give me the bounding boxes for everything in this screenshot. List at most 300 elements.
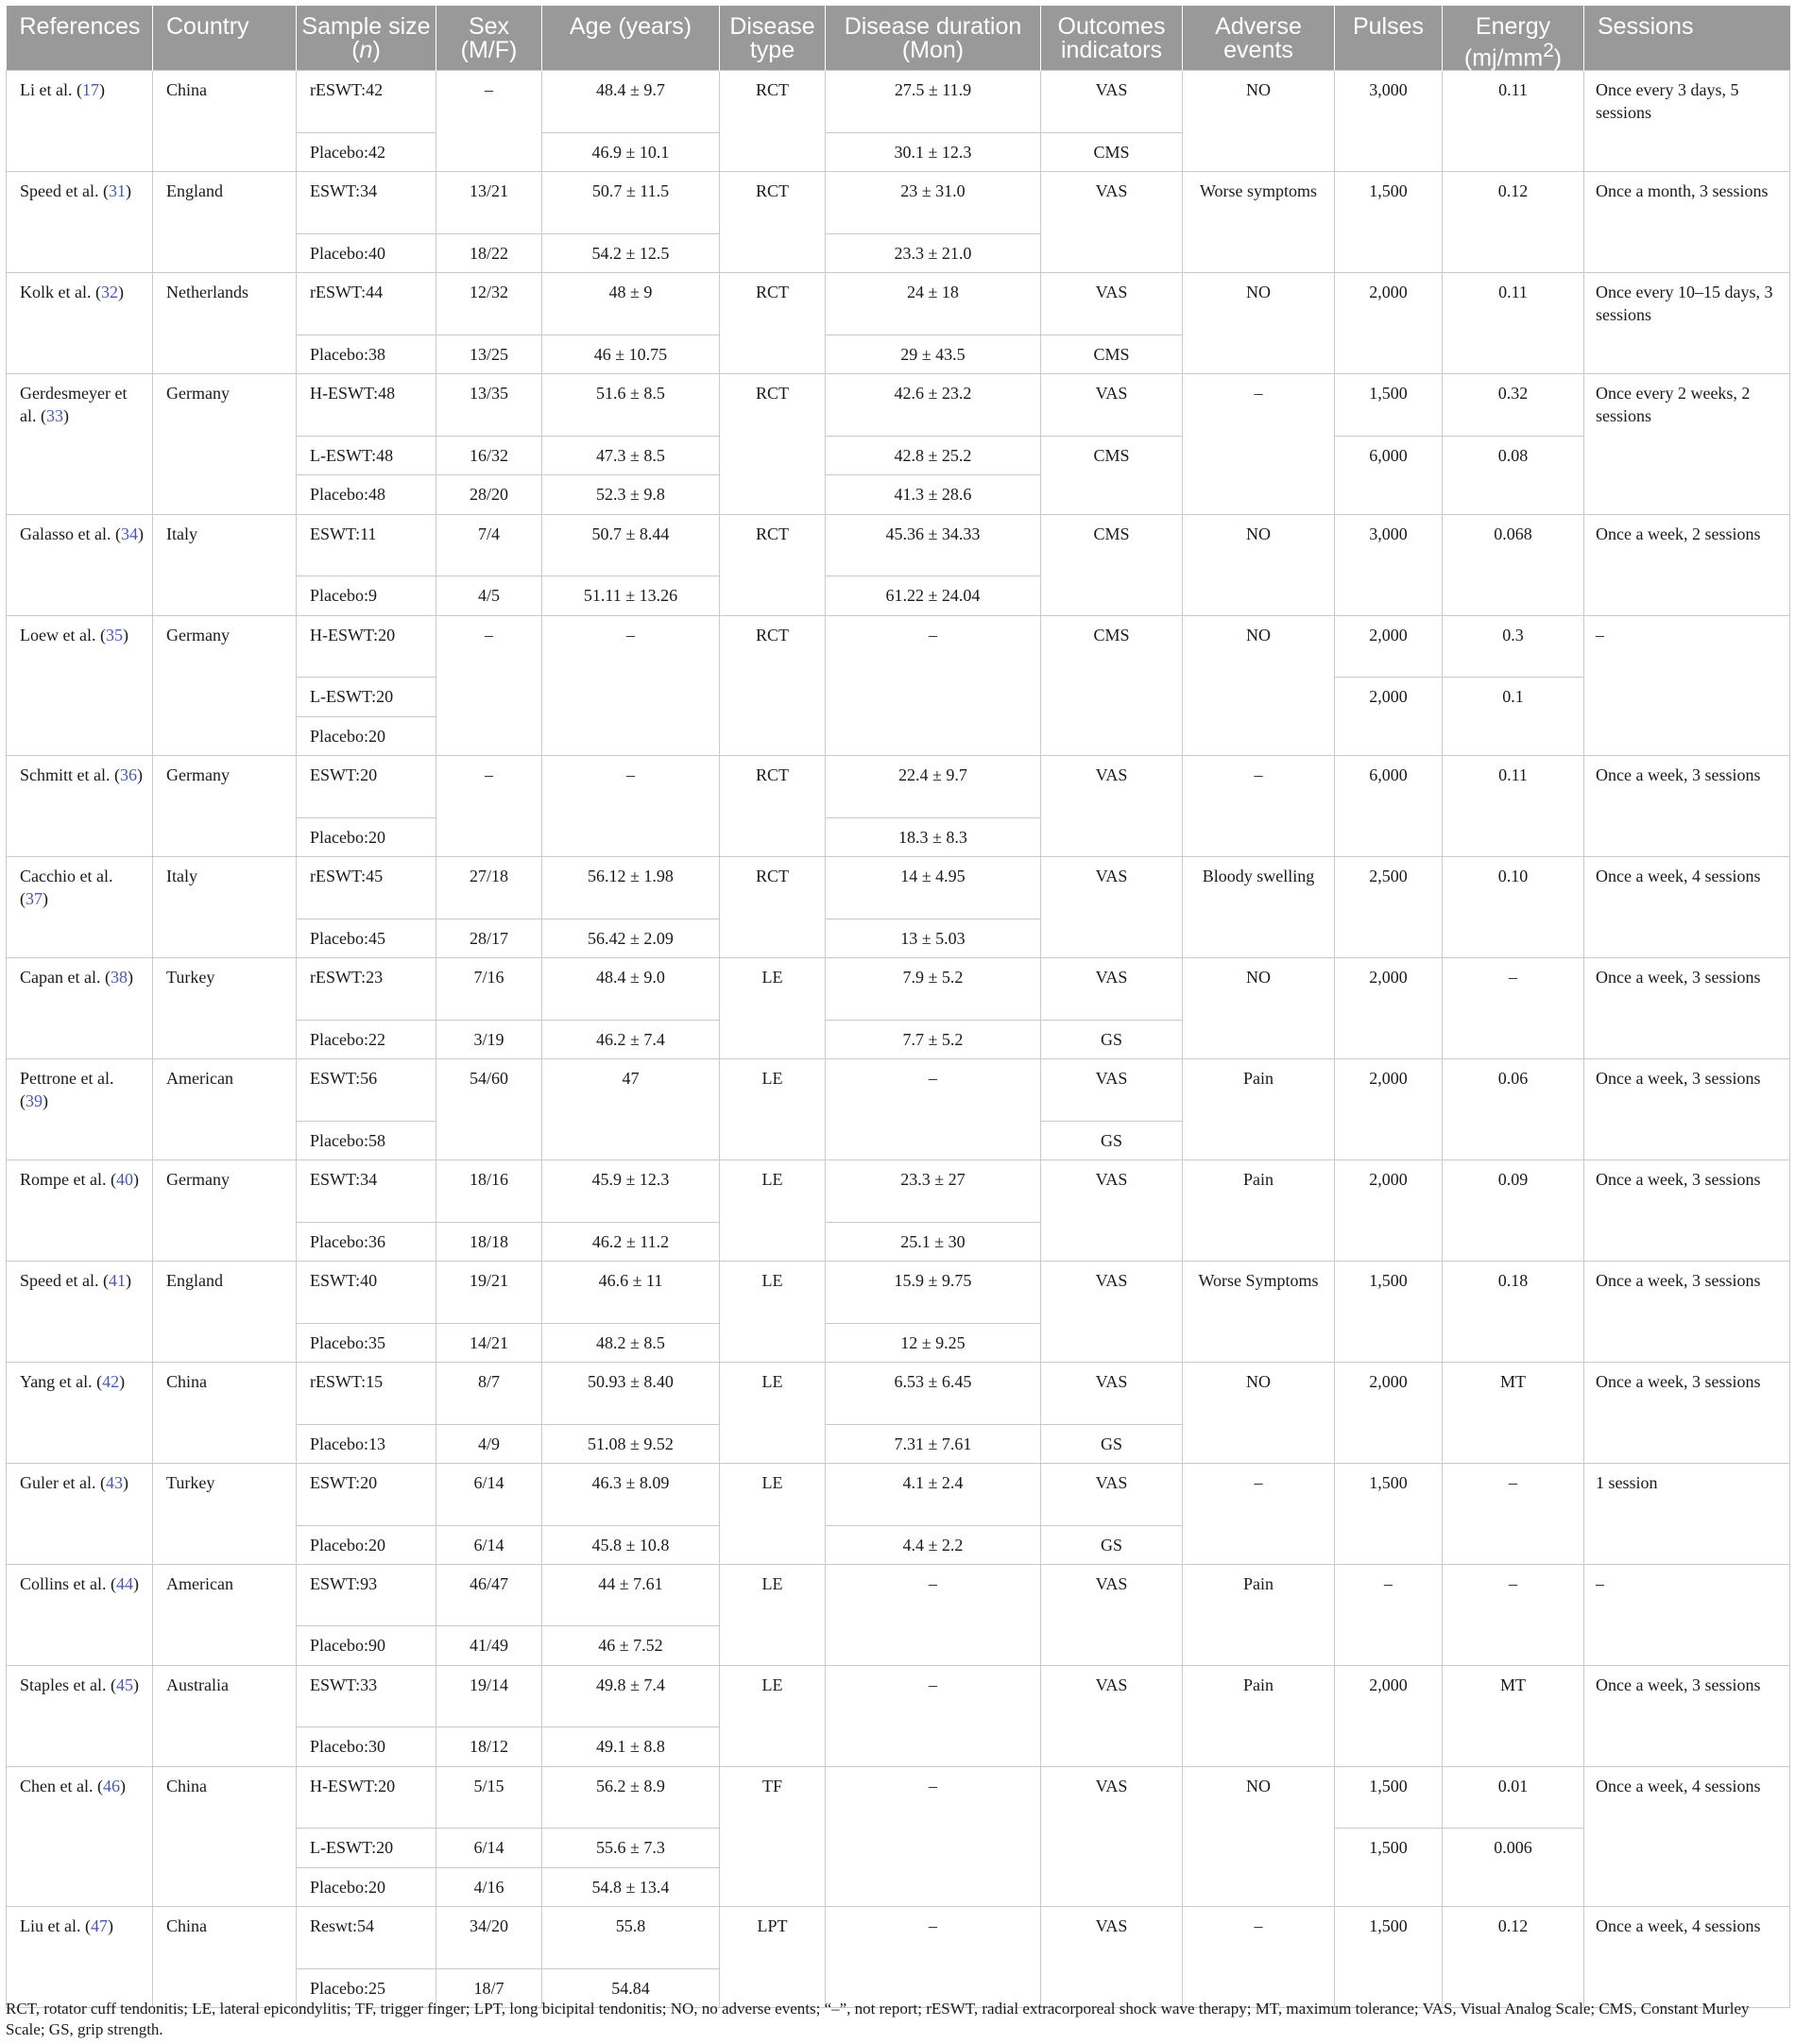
- sex-cell: 54/60: [436, 1058, 542, 1159]
- age-cell: 51.08 ± 9.52: [542, 1424, 720, 1463]
- sample-size-cell: Placebo:20: [297, 817, 436, 856]
- sample-size-cell: Reswt:54: [297, 1907, 436, 1969]
- author-text: Schmitt et al. (: [20, 765, 120, 785]
- duration-cell: –: [826, 1665, 1041, 1766]
- sessions-cell: Once a week, 3 sessions: [1584, 1362, 1790, 1463]
- age-cell: 50.7 ± 11.5: [542, 172, 720, 234]
- table-row: [7, 857, 1790, 919]
- sample-size-cell: L-ESWT:48: [297, 436, 436, 474]
- duration-cell: 23.3 ± 27: [826, 1159, 1041, 1222]
- energy-cell: –: [1443, 957, 1584, 1058]
- header-disease-type: Disease type: [720, 6, 826, 71]
- citation-ref: 31: [108, 181, 126, 201]
- reference-cell: Loew et al. (35): [7, 615, 153, 755]
- sample-size-cell: Placebo:30: [297, 1727, 436, 1766]
- table-container: [6, 6, 1789, 2008]
- sample-size-cell: ESWT:11: [297, 514, 436, 576]
- adverse-events-cell: Worse Symptoms: [1183, 1261, 1335, 1362]
- sessions-cell: Once a week, 3 sessions: [1584, 1665, 1790, 1766]
- duration-cell: 14 ± 4.95: [826, 857, 1041, 919]
- energy-cell: 0.09: [1443, 1159, 1584, 1261]
- sample-size-cell: H-ESWT:20: [297, 1766, 436, 1829]
- age-cell: 56.42 ± 2.09: [542, 919, 720, 957]
- table-footnote: RCT, rotator cuff tendonitis; LE, lateral epicondylitis; TF, trigger finger; LPT, long bicipital tendonitis; NO, no adverse events; “–”, not report; rESWT, radial extracorporeal shock wave therapy; MT, maximum tolerance; VAS, Visual Analog Scale; CMS, Constant Murley Scale; GS, grip strength.: [6, 2000, 1750, 2038]
- table-row: [7, 1665, 1790, 1727]
- sex-cell: 6/14: [436, 1525, 542, 1564]
- author-text: Speed et al. (: [20, 1270, 109, 1290]
- adverse-events-cell: Bloody swelling: [1183, 857, 1335, 958]
- sessions-cell: Once every 3 days, 5 sessions: [1584, 71, 1790, 172]
- citation-ref: 44: [116, 1573, 133, 1593]
- duration-cell: 4.4 ± 2.2: [826, 1525, 1041, 1564]
- author-text: Rompe et al. (: [20, 1169, 116, 1189]
- age-cell: 49.1 ± 8.8: [542, 1727, 720, 1766]
- duration-cell: 7.9 ± 5.2: [826, 957, 1041, 1020]
- country-cell: Germany: [153, 756, 297, 857]
- citation-ref: 35: [105, 625, 123, 644]
- pulses-cell: 2,000: [1335, 273, 1443, 374]
- pulses-cell: 2,000: [1335, 615, 1443, 678]
- reference-cell: Liu et al. (47): [7, 1907, 153, 2008]
- age-cell: 54.84: [542, 1968, 720, 2007]
- disease-type-cell: RCT: [720, 615, 826, 755]
- sample-size-cell: rESWT:44: [297, 273, 436, 335]
- disease-type-cell: LE: [720, 1362, 826, 1463]
- country-cell: England: [153, 172, 297, 273]
- duration-cell: 6.53 ± 6.45: [826, 1362, 1041, 1424]
- pulses-cell: 2,000: [1335, 1362, 1443, 1463]
- adverse-events-cell: Pain: [1183, 1159, 1335, 1261]
- outcome-cell: VAS: [1041, 1058, 1183, 1121]
- duration-cell: 15.9 ± 9.75: [826, 1261, 1041, 1323]
- disease-type-cell: LPT: [720, 1907, 826, 2008]
- sample-size-cell: rESWT:42: [297, 71, 436, 133]
- header-references: References: [7, 6, 153, 71]
- sample-size-cell: L-ESWT:20: [297, 678, 436, 716]
- sample-size-cell: Placebo:45: [297, 919, 436, 957]
- sex-cell: 46/47: [436, 1564, 542, 1626]
- energy-cell: 0.18: [1443, 1261, 1584, 1362]
- age-cell: 54.8 ± 13.4: [542, 1867, 720, 1906]
- sex-cell: 18/22: [436, 233, 542, 272]
- table-row: [7, 1159, 1790, 1222]
- energy-cell: 0.068: [1443, 514, 1584, 615]
- reference-cell: Chen et al. (46): [7, 1766, 153, 1906]
- citation-ref: 47: [90, 1916, 108, 1936]
- sessions-cell: Once a week, 3 sessions: [1584, 1159, 1790, 1261]
- sex-cell: 18/16: [436, 1159, 542, 1222]
- energy-cell: 0.11: [1443, 71, 1584, 172]
- author-text: Collins et al. (: [20, 1573, 116, 1593]
- adverse-events-cell: –: [1183, 1463, 1335, 1564]
- age-cell: 48 ± 9: [542, 273, 720, 335]
- sample-size-cell: Placebo:40: [297, 233, 436, 272]
- age-cell: 55.6 ± 7.3: [542, 1829, 720, 1867]
- sessions-cell: Once a week, 4 sessions: [1584, 857, 1790, 958]
- sessions-cell: 1 session: [1584, 1463, 1790, 1564]
- pulses-cell: 6,000: [1335, 756, 1443, 857]
- energy-cell: 0.1: [1443, 678, 1584, 756]
- adverse-events-cell: Pain: [1183, 1665, 1335, 1766]
- reference-cell: Speed et al. (41): [7, 1261, 153, 1362]
- disease-type-cell: LE: [720, 1261, 826, 1362]
- sex-cell: 4/9: [436, 1424, 542, 1463]
- author-text: Chen et al. (: [20, 1776, 103, 1795]
- table-row: [7, 756, 1790, 818]
- age-cell: 45.8 ± 10.8: [542, 1525, 720, 1564]
- duration-cell: 18.3 ± 8.3: [826, 817, 1041, 856]
- sex-cell: 19/21: [436, 1261, 542, 1323]
- citation-ref: 45: [115, 1675, 133, 1694]
- age-cell: 46.9 ± 10.1: [542, 132, 720, 171]
- duration-cell: –: [826, 615, 1041, 755]
- adverse-events-cell: NO: [1183, 1766, 1335, 1906]
- age-cell: 47.3 ± 8.5: [542, 436, 720, 474]
- pulses-cell: 2,500: [1335, 857, 1443, 958]
- country-cell: Turkey: [153, 957, 297, 1058]
- reference-cell: Gerdesmeyer et al. (33): [7, 374, 153, 514]
- author-text: Kolk et al. (: [20, 283, 101, 302]
- header-row: [7, 6, 1790, 71]
- duration-cell: –: [826, 1907, 1041, 2008]
- duration-cell: –: [826, 1058, 1041, 1159]
- header-adverse-events: Adverse events: [1183, 6, 1335, 71]
- sessions-cell: Once a month, 3 sessions: [1584, 172, 1790, 273]
- table-row: [7, 172, 1790, 234]
- citation-ref: 42: [102, 1371, 120, 1391]
- age-cell: 46 ± 10.75: [542, 335, 720, 373]
- pulses-cell: 1,500: [1335, 1907, 1443, 2008]
- sample-size-cell: ESWT:40: [297, 1261, 436, 1323]
- country-cell: England: [153, 1261, 297, 1362]
- outcome-cell: VAS: [1041, 1907, 1183, 2008]
- sex-cell: 5/15: [436, 1766, 542, 1829]
- sex-cell: 7/4: [436, 514, 542, 576]
- adverse-events-cell: NO: [1183, 71, 1335, 172]
- age-cell: 46.2 ± 7.4: [542, 1020, 720, 1058]
- duration-cell: 61.22 ± 24.04: [826, 576, 1041, 615]
- disease-type-cell: RCT: [720, 857, 826, 958]
- sample-size-cell: ESWT:93: [297, 1564, 436, 1626]
- energy-cell: MT: [1443, 1665, 1584, 1766]
- sex-cell: 6/14: [436, 1829, 542, 1867]
- country-cell: Italy: [153, 857, 297, 958]
- outcome-cell: CMS: [1041, 615, 1183, 755]
- disease-type-cell: RCT: [720, 374, 826, 514]
- adverse-events-cell: –: [1183, 756, 1335, 857]
- sex-cell: 28/17: [436, 919, 542, 957]
- country-cell: Germany: [153, 1159, 297, 1261]
- pulses-cell: 2,000: [1335, 957, 1443, 1058]
- header-disease-duration: Disease duration (Mon): [826, 6, 1041, 71]
- pulses-cell: 2,000: [1335, 678, 1443, 756]
- reference-cell: Staples et al. (45): [7, 1665, 153, 1766]
- age-cell: 48.2 ± 8.5: [542, 1323, 720, 1362]
- pulses-cell: 1,500: [1335, 374, 1443, 437]
- table-row: [7, 273, 1790, 335]
- sex-cell: 28/20: [436, 475, 542, 514]
- table-row: [7, 957, 1790, 1020]
- age-cell: 46.2 ± 11.2: [542, 1222, 720, 1261]
- outcome-cell: CMS: [1041, 335, 1183, 373]
- sex-cell: 18/12: [436, 1727, 542, 1766]
- sample-size-cell: rESWT:15: [297, 1362, 436, 1424]
- country-cell: Australia: [153, 1665, 297, 1766]
- age-cell: 56.2 ± 8.9: [542, 1766, 720, 1829]
- outcome-cell: VAS: [1041, 1766, 1183, 1906]
- citation-ref: 38: [110, 967, 128, 987]
- energy-cell: MT: [1443, 1362, 1584, 1463]
- author-text: Speed et al. (: [20, 181, 109, 201]
- sex-cell: 16/32: [436, 436, 542, 474]
- author-text: Staples et al. (: [20, 1675, 116, 1694]
- disease-type-cell: TF: [720, 1766, 826, 1906]
- sample-size-cell: Placebo:42: [297, 132, 436, 171]
- outcome-cell: VAS: [1041, 957, 1183, 1020]
- age-cell: 48.4 ± 9.0: [542, 957, 720, 1020]
- pulses-cell: 2,000: [1335, 1159, 1443, 1261]
- sample-size-cell: Placebo:20: [297, 1867, 436, 1906]
- adverse-events-cell: –: [1183, 1907, 1335, 2008]
- citation-ref: 37: [26, 889, 43, 908]
- sex-cell: 18/18: [436, 1222, 542, 1261]
- sessions-cell: Once a week, 4 sessions: [1584, 1907, 1790, 2008]
- citation-ref: 39: [26, 1091, 43, 1110]
- outcome-cell: CMS: [1041, 514, 1183, 615]
- disease-type-cell: LE: [720, 1159, 826, 1261]
- duration-cell: 12 ± 9.25: [826, 1323, 1041, 1362]
- disease-type-cell: RCT: [720, 756, 826, 857]
- energy-cell: –: [1443, 1463, 1584, 1564]
- country-cell: Italy: [153, 514, 297, 615]
- author-text: Loew et al. (: [20, 625, 106, 644]
- outcome-cell: VAS: [1041, 1362, 1183, 1424]
- disease-type-cell: LE: [720, 1058, 826, 1159]
- citation-ref: 43: [105, 1472, 123, 1492]
- table-row: [7, 615, 1790, 678]
- duration-cell: 7.7 ± 5.2: [826, 1020, 1041, 1058]
- disease-type-cell: LE: [720, 1463, 826, 1564]
- country-cell: American: [153, 1058, 297, 1159]
- table-row: [7, 1058, 1790, 1121]
- energy-cell: 0.01: [1443, 1766, 1584, 1829]
- header-country: Country: [153, 6, 297, 71]
- sex-cell: 14/21: [436, 1323, 542, 1362]
- sex-cell: –: [436, 756, 542, 857]
- author-text: Pettrone et al. (: [20, 1068, 114, 1110]
- age-cell: 46 ± 7.52: [542, 1626, 720, 1665]
- sample-size-cell: Placebo:35: [297, 1323, 436, 1362]
- disease-type-cell: LE: [720, 1665, 826, 1766]
- reference-cell: Rompe et al. (40): [7, 1159, 153, 1261]
- energy-cell: 0.11: [1443, 273, 1584, 374]
- author-text: Capan et al. (: [20, 967, 111, 987]
- disease-type-cell: LE: [720, 1564, 826, 1665]
- outcome-cell: VAS: [1041, 71, 1183, 133]
- reference-cell: Guler et al. (43): [7, 1463, 153, 1564]
- adverse-events-cell: Pain: [1183, 1564, 1335, 1665]
- adverse-events-cell: NO: [1183, 1362, 1335, 1463]
- country-cell: China: [153, 71, 297, 172]
- citation-ref: 34: [120, 524, 138, 543]
- adverse-events-cell: –: [1183, 374, 1335, 514]
- sex-cell: 7/16: [436, 957, 542, 1020]
- age-cell: 56.12 ± 1.98: [542, 857, 720, 919]
- sex-cell: 12/32: [436, 273, 542, 335]
- author-text: Liu et al. (: [20, 1916, 91, 1936]
- country-cell: Turkey: [153, 1463, 297, 1564]
- outcome-cell: VAS: [1041, 273, 1183, 335]
- adverse-events-cell: NO: [1183, 273, 1335, 374]
- citation-ref: 40: [115, 1169, 133, 1189]
- study-table: [6, 6, 1790, 2008]
- outcome-cell: VAS: [1041, 756, 1183, 857]
- reference-cell: Yang et al. (42): [7, 1362, 153, 1463]
- sample-size-cell: rESWT:23: [297, 957, 436, 1020]
- age-cell: 52.3 ± 9.8: [542, 475, 720, 514]
- duration-cell: 23.3 ± 21.0: [826, 233, 1041, 272]
- duration-cell: 42.6 ± 23.2: [826, 374, 1041, 437]
- sex-cell: 4/16: [436, 1867, 542, 1906]
- sex-cell: 41/49: [436, 1626, 542, 1665]
- sex-cell: 34/20: [436, 1907, 542, 1969]
- reference-cell: Collins et al. (44): [7, 1564, 153, 1665]
- sex-cell: 8/7: [436, 1362, 542, 1424]
- outcome-cell: GS: [1041, 1525, 1183, 1564]
- country-cell: China: [153, 1362, 297, 1463]
- citation-ref: 41: [108, 1270, 126, 1290]
- table-row: [7, 1564, 1790, 1626]
- energy-cell: 0.32: [1443, 374, 1584, 437]
- age-cell: 50.7 ± 8.44: [542, 514, 720, 576]
- sample-size-cell: Placebo:38: [297, 335, 436, 373]
- author-text: Galasso et al. (: [20, 524, 121, 543]
- duration-cell: –: [826, 1766, 1041, 1906]
- disease-type-cell: RCT: [720, 514, 826, 615]
- author-text: Cacchio et al. (: [20, 867, 113, 908]
- age-cell: 49.8 ± 7.4: [542, 1665, 720, 1727]
- sample-size-cell: Placebo:22: [297, 1020, 436, 1058]
- sample-size-cell: rESWT:45: [297, 857, 436, 919]
- outcome-cell: VAS: [1041, 1261, 1183, 1362]
- age-cell: 48.4 ± 9.7: [542, 71, 720, 133]
- outcome-cell: VAS: [1041, 1463, 1183, 1525]
- sex-cell: 13/21: [436, 172, 542, 234]
- disease-type-cell: RCT: [720, 71, 826, 172]
- sample-size-cell: Placebo:48: [297, 475, 436, 514]
- reference-cell: Schmitt et al. (36): [7, 756, 153, 857]
- sample-size-cell: Placebo:36: [297, 1222, 436, 1261]
- author-text: Li et al. (: [20, 80, 82, 100]
- reference-cell: Li et al. (17): [7, 71, 153, 172]
- reference-cell: Speed et al. (31): [7, 172, 153, 273]
- outcome-cell: GS: [1041, 1424, 1183, 1463]
- table-row: [7, 71, 1790, 133]
- sample-size-cell: ESWT:34: [297, 1159, 436, 1222]
- duration-cell: 4.1 ± 2.4: [826, 1463, 1041, 1525]
- duration-cell: 13 ± 5.03: [826, 919, 1041, 957]
- sample-size-cell: Placebo:13: [297, 1424, 436, 1463]
- disease-type-cell: RCT: [720, 273, 826, 374]
- pulses-cell: 1,500: [1335, 1261, 1443, 1362]
- age-cell: 44 ± 7.61: [542, 1564, 720, 1626]
- sex-cell: –: [436, 615, 542, 755]
- adverse-events-cell: NO: [1183, 514, 1335, 615]
- header-sessions: Sessions: [1584, 6, 1790, 71]
- duration-cell: 24 ± 18: [826, 273, 1041, 335]
- sample-size-cell: H-ESWT:20: [297, 615, 436, 678]
- sessions-cell: –: [1584, 615, 1790, 755]
- duration-cell: 42.8 ± 25.2: [826, 436, 1041, 474]
- energy-cell: 0.3: [1443, 615, 1584, 678]
- outcome-cell: CMS: [1041, 132, 1183, 171]
- adverse-events-cell: Pain: [1183, 1058, 1335, 1159]
- sample-size-cell: Placebo:20: [297, 1525, 436, 1564]
- age-cell: 50.93 ± 8.40: [542, 1362, 720, 1424]
- sample-size-cell: Placebo:20: [297, 716, 436, 755]
- sample-size-cell: H-ESWT:48: [297, 374, 436, 437]
- sessions-cell: Once a week, 3 sessions: [1584, 1261, 1790, 1362]
- reference-cell: Pettrone et al. (39): [7, 1058, 153, 1159]
- sample-size-cell: ESWT:34: [297, 172, 436, 234]
- header-energy: Energy $(mj/mm^2)$: [1443, 6, 1584, 71]
- age-cell: 46.3 ± 8.09: [542, 1463, 720, 1525]
- outcome-cell: VAS: [1041, 374, 1183, 437]
- age-cell: 45.9 ± 12.3: [542, 1159, 720, 1222]
- sample-size-cell: ESWT:20: [297, 1463, 436, 1525]
- sample-size-cell: ESWT:20: [297, 756, 436, 818]
- sex-cell: –: [436, 71, 542, 172]
- outcome-cell: GS: [1041, 1020, 1183, 1058]
- pulses-cell: 1,500: [1335, 1829, 1443, 1907]
- sex-cell: 27/18: [436, 857, 542, 919]
- age-cell: 51.6 ± 8.5: [542, 374, 720, 437]
- sex-cell: 4/5: [436, 576, 542, 615]
- adverse-events-cell: NO: [1183, 957, 1335, 1058]
- outcome-cell: VAS: [1041, 1665, 1183, 1766]
- header-outcomes: Outcomes indicators: [1041, 6, 1183, 71]
- sample-size-cell: ESWT:56: [297, 1058, 436, 1121]
- energy-cell: –: [1443, 1564, 1584, 1665]
- citation-ref: 46: [102, 1776, 120, 1795]
- duration-cell: 23 ± 31.0: [826, 172, 1041, 234]
- outcome-cell: VAS: [1041, 172, 1183, 273]
- duration-cell: 45.36 ± 34.33: [826, 514, 1041, 576]
- duration-cell: 22.4 ± 9.7: [826, 756, 1041, 818]
- table-row: [7, 1907, 1790, 1969]
- sex-cell: 13/35: [436, 374, 542, 437]
- sessions-cell: Once a week, 4 sessions: [1584, 1766, 1790, 1906]
- sex-cell: 19/14: [436, 1665, 542, 1727]
- citation-ref: 17: [81, 80, 99, 100]
- author-text: Yang et al. (: [20, 1371, 103, 1391]
- author-text: Gerdesmeyer et al. (: [20, 384, 128, 426]
- duration-cell: 30.1 ± 12.3: [826, 132, 1041, 171]
- sex-cell: 13/25: [436, 335, 542, 373]
- table-body: [7, 71, 1790, 2008]
- pulses-cell: 1,500: [1335, 1463, 1443, 1564]
- pulses-cell: 6,000: [1335, 436, 1443, 514]
- duration-cell: 25.1 ± 30: [826, 1222, 1041, 1261]
- citation-ref: 32: [100, 283, 118, 302]
- sessions-cell: Once every 10–15 days, 3 sessions: [1584, 273, 1790, 374]
- citation-ref: 33: [45, 406, 63, 426]
- outcome-cell: VAS: [1041, 857, 1183, 958]
- outcome-cell: VAS: [1041, 1564, 1183, 1665]
- age-cell: 54.2 ± 12.5: [542, 233, 720, 272]
- table-row: [7, 1463, 1790, 1525]
- reference-cell: Capan et al. (38): [7, 957, 153, 1058]
